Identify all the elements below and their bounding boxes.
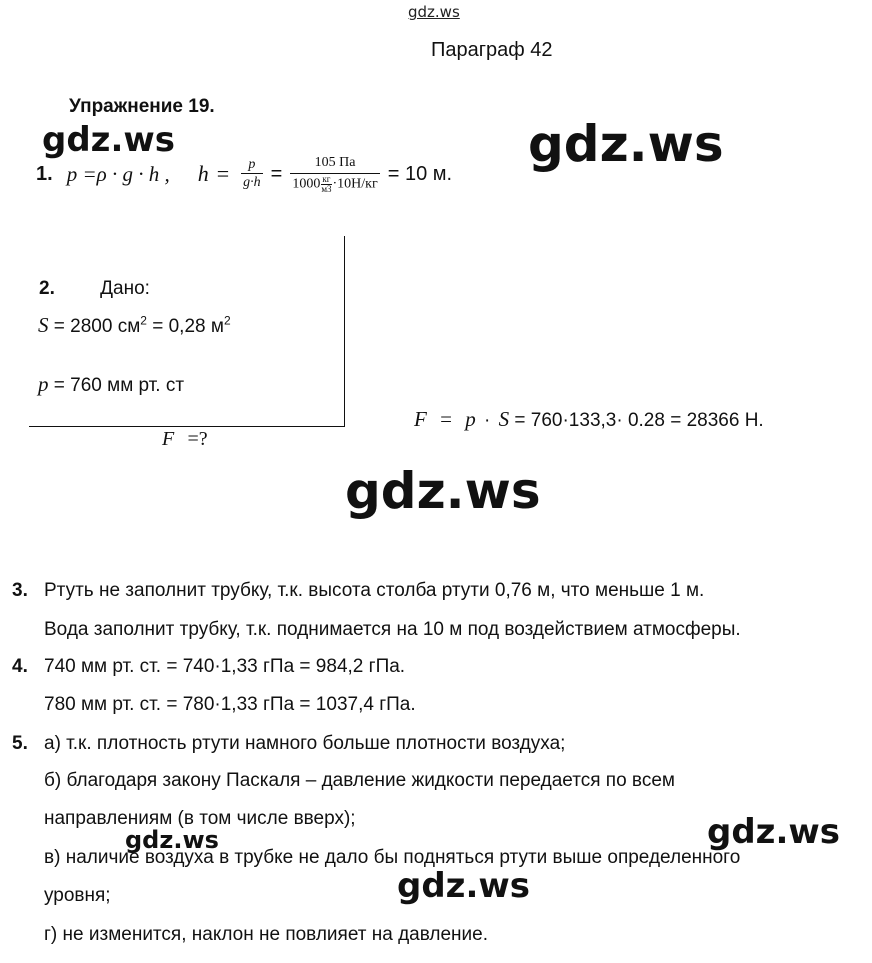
task1-eq2: = — [270, 162, 283, 185]
den-part: 1000 — [292, 176, 321, 192]
task1-formula — [36, 146, 452, 202]
task3-number: 3. — [12, 580, 28, 601]
watermark-top: gdz.ws — [408, 3, 460, 21]
task3-line2: Вода заполнит трубку, т.к. поднимается на 10 м под воздействием атмосферы. — [44, 619, 741, 640]
task5-line5: уровня; — [44, 885, 111, 906]
sol-dot: · — [484, 410, 491, 431]
f-var: F — [162, 428, 175, 450]
s-value-2: = 0,28 м — [146, 316, 224, 337]
s-var: S — [38, 313, 49, 337]
sol-p: p — [465, 407, 476, 431]
task3-line1 — [12, 580, 704, 602]
f-question: =? — [187, 428, 208, 450]
watermark: gdz.ws — [345, 462, 541, 520]
task1-result: = 10 м. — [387, 162, 453, 185]
sol-s: S — [498, 407, 510, 431]
task2-number: 2. — [39, 278, 55, 299]
task5-line4: в) наличие воздуха в трубке не дало бы подняться ртути выше определенного — [44, 847, 741, 868]
watermark: gdz.ws — [528, 115, 724, 173]
s-value: = 2800 см — [53, 316, 141, 337]
fraction-denominator — [290, 173, 379, 194]
watermark: gdz.ws — [125, 826, 219, 854]
task3-text1: Ртуть не заполнит трубку, т.к. высота столба ртути 0,76 м, что меньше 1 м. — [44, 580, 705, 601]
fraction-numerator: p — [248, 157, 256, 172]
task1-formula-left: p =ρ · g · h , — [66, 161, 170, 186]
task2-solution — [414, 407, 764, 432]
given-divider-vertical — [344, 236, 345, 426]
given-pressure — [38, 372, 184, 397]
task1-fraction-2 — [290, 155, 379, 194]
den-part: ·10Н/кг — [332, 176, 378, 192]
sol-f: F — [414, 407, 427, 431]
watermark: gdz.ws — [42, 120, 176, 160]
task4-number: 4. — [12, 656, 28, 677]
find-value — [162, 428, 208, 451]
unit-den: м3 — [321, 183, 332, 194]
watermark: gdz.ws — [397, 866, 531, 906]
sol-rest: = 760·133,3· 0.28 = 28366 Н. — [514, 410, 764, 431]
task5-line3: направлениям (в том числе вверх); — [44, 808, 356, 829]
task5-line6: г) не изменится, наклон не повлияет на давление. — [44, 924, 489, 945]
unit-num: кг — [322, 173, 331, 184]
task2-header — [39, 278, 150, 300]
given-area — [38, 313, 231, 338]
p-var: p — [38, 372, 49, 396]
paragraph-title: Параграф 42 — [431, 39, 553, 61]
fraction-numerator: 105 Па — [314, 154, 356, 170]
sup: 2 — [140, 313, 147, 328]
task1-h-var: h — [197, 161, 209, 186]
p-value: = 760 мм рт. ст — [48, 375, 185, 396]
task5-line2: б) благодаря закону Паскаля – давление жидкости передается по всем — [44, 770, 675, 791]
sol-eq: = — [440, 407, 452, 431]
task5-text1: а) т.к. плотность ртути намного больше плотности воздуха; — [44, 733, 566, 754]
fraction-denominator: g·h — [243, 175, 261, 190]
task1-eq1: = — [216, 161, 230, 186]
given-label: Дано: — [100, 278, 150, 299]
task1-fraction-1 — [241, 157, 263, 191]
task4-line2: 780 мм рт. ст. = 780·1,33 гПа = 1037,4 гПа. — [44, 694, 416, 715]
task1-number: 1. — [36, 162, 53, 185]
task4-line1 — [12, 656, 405, 678]
task5-line1 — [12, 733, 565, 755]
watermark: gdz.ws — [707, 812, 841, 852]
exercise-title: Упражнение 19. — [69, 96, 215, 117]
task4-text1: 740 мм рт. ст. = 740·1,33 гПа = 984,2 гПа. — [44, 656, 406, 677]
task5-number: 5. — [12, 733, 28, 754]
sup: 2 — [223, 313, 231, 328]
given-divider-horizontal — [29, 426, 345, 427]
unit-fraction — [321, 175, 331, 194]
